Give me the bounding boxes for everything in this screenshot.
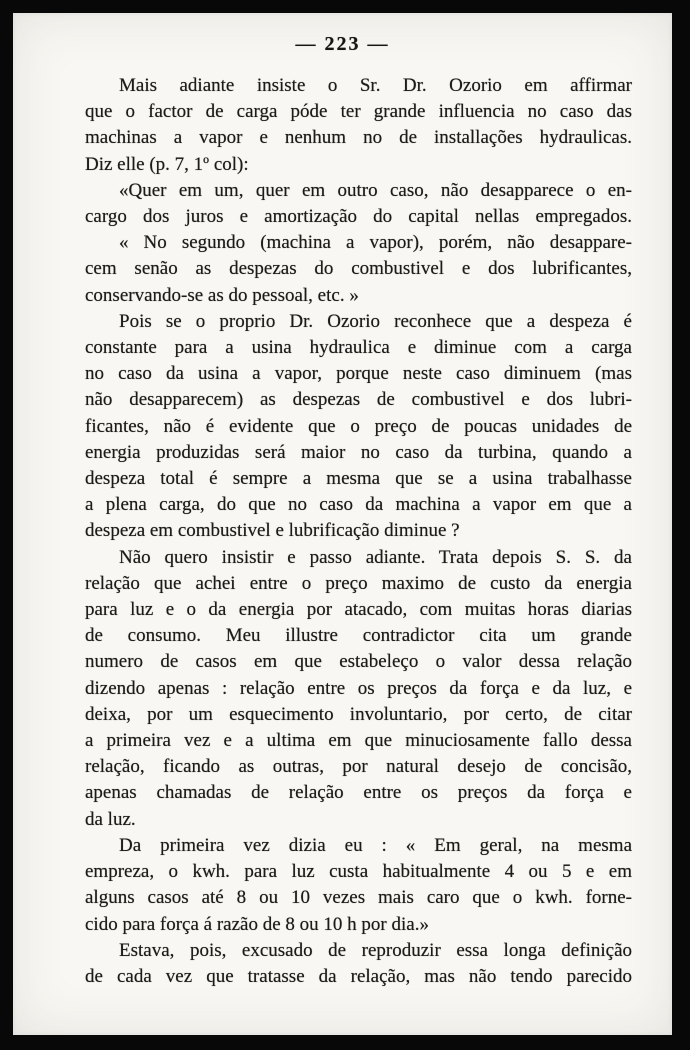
text-line: Não quero insistir e passo adiante. Trata depois S. S. da	[119, 546, 632, 568]
text-line: para luz e o da energia por atacado, com muitas horas diarias	[85, 599, 632, 621]
text-line: apenas chamadas de relação entre os preços da força e	[85, 782, 632, 804]
paragraph	[85, 833, 632, 938]
paragraph	[85, 73, 632, 178]
paragraph	[85, 545, 632, 833]
text-line: «Quer em um, quer em outro caso, não desapparece o en-	[119, 179, 632, 201]
text-line: relação que achei entre o preço maximo de custo da energia	[85, 572, 632, 594]
text-line: de consumo. Meu illustre contradictor cita um grande	[85, 625, 632, 647]
text-line: cido para força á razão de 8 ou 10 h por dia.»	[85, 913, 429, 935]
text-line: da luz.	[85, 808, 136, 830]
text-line: dizendo apenas : relação entre os preços da força e da luz, e	[85, 677, 632, 699]
text-line: de cada vez que tratasse da relação, mas não tendo parecido	[85, 965, 632, 987]
text-line: « No segundo (machina a vapor), porém, não desappare-	[119, 232, 632, 254]
text-line: conservando-se as do pessoal, etc. »	[85, 284, 359, 306]
paragraph	[85, 230, 632, 309]
text-line: energia produzidas será maior no caso da turbina, quando a	[85, 441, 632, 463]
text-line: Pois se o proprio Dr. Ozorio reconhece que a despeza é	[119, 310, 632, 332]
text-line: relação, ficando as outras, por natural desejo de concisão,	[85, 756, 632, 778]
text-line: no caso da usina a vapor, porque neste caso diminuem (mas	[85, 363, 632, 385]
page-body	[85, 73, 632, 990]
text-line: Mais adiante insiste o Sr. Dr. Ozorio em affirmar	[119, 75, 632, 96]
text-line: cem senão as despezas do combustivel e dos lubrificantes,	[85, 258, 632, 280]
text-line: numero de casos em que estabeleço o valor dessa relação	[85, 651, 632, 673]
text-line: constante para a usina hydraulica e diminue com a carga	[85, 337, 632, 359]
text-line: Da primeira vez dizia eu : « Em geral, na mesma	[119, 834, 632, 856]
text-line: ficantes, não é evidente que o preço de poucas unidades de	[85, 415, 632, 437]
text-line: machinas a vapor e nenhum no de installações hydraulicas.	[85, 127, 632, 149]
paragraph	[85, 178, 632, 230]
text-line: Diz elle (p. 7, 1º col):	[85, 153, 249, 175]
text-line: a primeira vez e a ultima em que minuciosamente fallo dessa	[85, 730, 632, 752]
text-line: que o factor de carga póde ter grande influencia no caso das	[85, 101, 632, 123]
book-page	[13, 13, 672, 1035]
text-line: despeza em combustivel e lubrificação diminue ?	[85, 520, 460, 542]
paragraph	[85, 309, 632, 545]
text-line: cargo dos juros e amortização do capital nellas empregados.	[85, 206, 632, 228]
text-line: não desapparecem) as despezas de combustivel e dos lubri-	[85, 389, 632, 411]
text-line: deixa, por um esquecimento involuntario, por certo, de citar	[85, 703, 632, 725]
paragraph	[85, 938, 632, 990]
text-line: despeza total é sempre a mesma que se a usina trabalhasse	[85, 468, 632, 490]
text-line: empreza, o kwh. para luz custa habitualmente 4 ou 5 e em	[85, 861, 632, 883]
text-line: Estava, pois, excusado de reproduzir essa longa definição	[119, 939, 632, 961]
page-number: — 223 —	[295, 33, 390, 55]
text-line: a plena carga, do que no caso da machina a vapor em que a	[85, 494, 632, 516]
text-line: alguns casos até 8 ou 10 vezes mais caro que o kwh. forne-	[85, 887, 632, 909]
